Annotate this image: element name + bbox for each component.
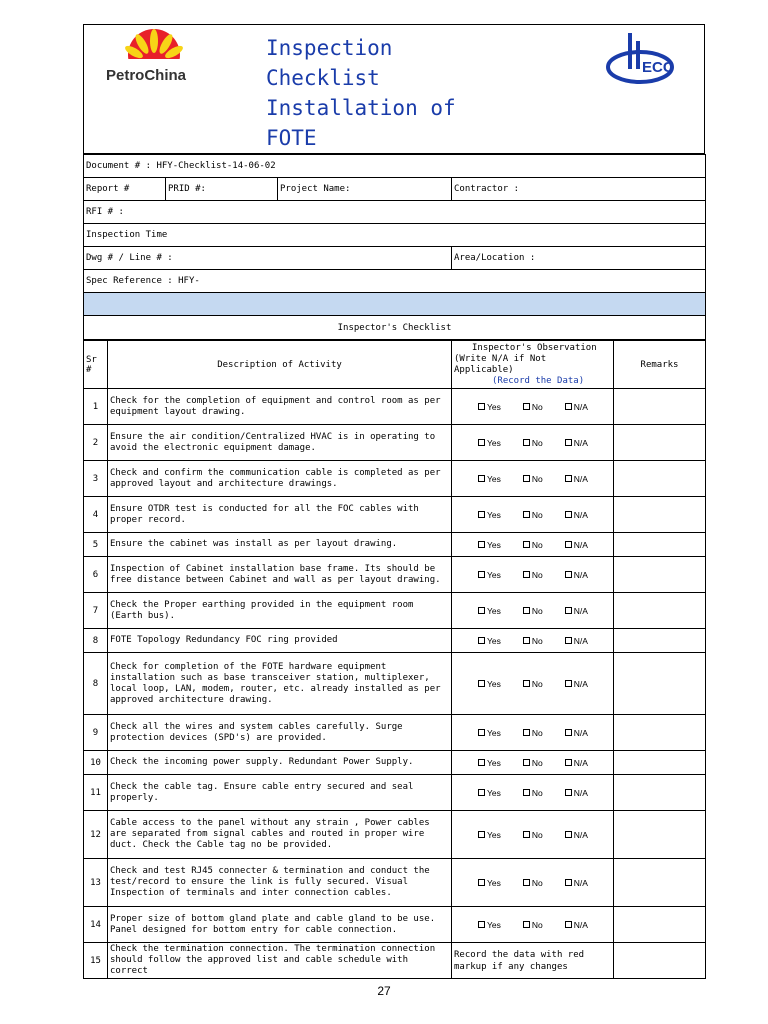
col-description: Description of Activity (108, 341, 452, 389)
option-na (565, 728, 588, 738)
option-na (565, 606, 588, 616)
option-label: No (531, 635, 543, 646)
table-row (84, 593, 706, 629)
checkbox-yes[interactable] (478, 571, 485, 578)
row-number: 9 (84, 715, 108, 751)
option-label: N/A (573, 569, 588, 580)
header-cell (84, 25, 705, 154)
option-no (523, 878, 543, 888)
remarks-cell[interactable] (614, 775, 706, 811)
activity-description: Inspection of Cabinet installation base frame. Its should be free distance between Cabinet and wall as per layout drawing. (108, 557, 452, 593)
option-yes (478, 728, 501, 738)
option-label: No (531, 401, 543, 412)
contractor-field[interactable]: Contractor : (452, 178, 706, 201)
checkbox-yes[interactable] (478, 637, 485, 644)
row-number: 8 (84, 629, 108, 653)
observation-options (452, 859, 614, 907)
inspection-form (83, 24, 705, 979)
table-row (84, 653, 706, 715)
observation-options (452, 557, 614, 593)
option-label: N/A (573, 877, 588, 888)
option-label: Yes (487, 727, 501, 738)
row-number: 5 (84, 533, 108, 557)
page-number: 27 (377, 984, 391, 998)
area-location-field[interactable]: Area/Location : (452, 247, 706, 270)
option-label: No (531, 829, 543, 840)
option-no (523, 438, 543, 448)
observation-options (452, 751, 614, 775)
option-label: N/A (573, 757, 588, 768)
remarks-cell[interactable] (614, 629, 706, 653)
option-label: No (531, 877, 543, 888)
row-number: 14 (84, 907, 108, 943)
option-label: No (531, 727, 543, 738)
checkbox-yes[interactable] (478, 439, 485, 446)
observation-options (452, 533, 614, 557)
remarks-cell[interactable] (614, 715, 706, 751)
inspection-time-field[interactable]: Inspection Time (84, 224, 706, 247)
table-row (84, 533, 706, 557)
option-yes (478, 920, 501, 930)
checkbox-na[interactable] (565, 831, 572, 838)
checkbox-na[interactable] (565, 729, 572, 736)
checklist-heading: Inspector's Checklist (84, 316, 706, 340)
report-number-field[interactable]: Report # (84, 178, 166, 201)
option-yes (478, 636, 501, 646)
table-row (84, 775, 706, 811)
activity-description: Check all the wires and system cables carefully. Surge protection devices (SPD's) are provided. (108, 715, 452, 751)
activity-description: Check and confirm the communication cable is completed as per approved layout and architecture drawings. (108, 461, 452, 497)
activity-description: Check the incoming power supply. Redundant Power Supply. (108, 751, 452, 775)
option-no (523, 758, 543, 768)
checkbox-na[interactable] (565, 789, 572, 796)
checkbox-na[interactable] (565, 879, 572, 886)
observation-options (452, 461, 614, 497)
checkbox-yes[interactable] (478, 607, 485, 614)
checkbox-na[interactable] (565, 759, 572, 766)
checkbox-no[interactable] (523, 403, 530, 410)
activity-description: Proper size of bottom gland plate and cable gland to be use. Panel designed for bottom entry for cable connection. (108, 907, 452, 943)
option-label: Yes (487, 569, 501, 580)
checkbox-no[interactable] (523, 921, 530, 928)
option-no (523, 679, 543, 689)
remarks-cell[interactable] (614, 859, 706, 907)
table-row (84, 425, 706, 461)
remarks-cell[interactable] (614, 557, 706, 593)
option-yes (478, 830, 501, 840)
meta-table (83, 154, 706, 340)
row-number: 11 (84, 775, 108, 811)
option-yes (478, 788, 501, 798)
row-number: 13 (84, 859, 108, 907)
option-na (565, 788, 588, 798)
section-divider (84, 293, 706, 316)
option-na (565, 878, 588, 888)
option-label: Yes (487, 635, 501, 646)
option-label: Yes (487, 509, 501, 520)
option-na (565, 474, 588, 484)
table-row (84, 859, 706, 907)
option-label: Yes (487, 877, 501, 888)
checkbox-yes[interactable] (478, 541, 485, 548)
table-row (84, 751, 706, 775)
option-label: N/A (573, 727, 588, 738)
remarks-cell[interactable] (614, 389, 706, 425)
activity-description: Ensure OTDR test is conducted for all the FOC cables with proper record. (108, 497, 452, 533)
option-label: N/A (573, 605, 588, 616)
checkbox-yes[interactable] (478, 475, 485, 482)
option-no (523, 636, 543, 646)
option-na (565, 920, 588, 930)
option-no (523, 474, 543, 484)
option-na (565, 570, 588, 580)
option-label: No (531, 437, 543, 448)
checkbox-na[interactable] (565, 637, 572, 644)
dwg-line-field[interactable]: Dwg # / Line # : (84, 247, 452, 270)
option-label: Yes (487, 401, 501, 412)
remarks-cell[interactable] (614, 461, 706, 497)
option-no (523, 540, 543, 550)
observation-options (452, 775, 614, 811)
option-yes (478, 474, 501, 484)
option-na (565, 758, 588, 768)
page-title: Inspection Checklist Installation of FOTE (266, 36, 456, 150)
option-label: No (531, 569, 543, 580)
rfi-field[interactable]: RFI # : (84, 201, 706, 224)
col-remarks: Remarks (614, 341, 706, 389)
col-sr: Sr # (84, 341, 108, 389)
row-number: 8 (84, 653, 108, 715)
spec-reference-field[interactable]: Spec Reference : HFY- (84, 270, 706, 293)
checkbox-no[interactable] (523, 511, 530, 518)
option-label: No (531, 539, 543, 550)
remarks-cell[interactable] (614, 811, 706, 859)
remarks-cell[interactable] (614, 425, 706, 461)
checkbox-na[interactable] (565, 680, 572, 687)
option-na (565, 679, 588, 689)
option-label: No (531, 473, 543, 484)
checkbox-no[interactable] (523, 637, 530, 644)
option-yes (478, 510, 501, 520)
option-no (523, 728, 543, 738)
observation-options (452, 715, 614, 751)
remarks-cell[interactable] (614, 533, 706, 557)
row-number: 3 (84, 461, 108, 497)
option-no (523, 510, 543, 520)
checkbox-na[interactable] (565, 439, 572, 446)
activity-description: Check for completion of the FOTE hardware equipment installation such as base transceiver station, multiplexer, local loop, LAN, modem, router, etc. already installed as per approved architecture drawing. (108, 653, 452, 715)
option-no (523, 920, 543, 930)
table-row (84, 389, 706, 425)
table-row (84, 943, 706, 979)
ecc-logo-icon (604, 31, 682, 87)
option-no (523, 788, 543, 798)
observation-options (452, 593, 614, 629)
observation-options (452, 425, 614, 461)
option-label: N/A (573, 401, 588, 412)
option-na (565, 402, 588, 412)
checkbox-no[interactable] (523, 831, 530, 838)
option-na (565, 830, 588, 840)
remarks-cell[interactable] (614, 593, 706, 629)
option-label: N/A (573, 509, 588, 520)
remarks-cell[interactable] (614, 653, 706, 715)
option-label: Yes (487, 539, 501, 550)
option-na (565, 438, 588, 448)
checkbox-yes[interactable] (478, 921, 485, 928)
option-label: Yes (487, 437, 501, 448)
observation-options (452, 629, 614, 653)
option-yes (478, 438, 501, 448)
option-label: No (531, 787, 543, 798)
checkbox-na[interactable] (565, 607, 572, 614)
table-row (84, 629, 706, 653)
observation-options (452, 811, 614, 859)
activity-description: Check the termination connection. The termination connection should follow the approved list and cable schedule with correct (108, 943, 452, 979)
option-label: N/A (573, 539, 588, 550)
company-name: PetroChina (106, 67, 187, 84)
option-label: N/A (573, 787, 588, 798)
checkbox-na[interactable] (565, 921, 572, 928)
checkbox-no[interactable] (523, 541, 530, 548)
option-label: Yes (487, 678, 501, 689)
table-row (84, 461, 706, 497)
checkbox-yes[interactable] (478, 789, 485, 796)
option-label: No (531, 678, 543, 689)
checkbox-no[interactable] (523, 789, 530, 796)
table-row (84, 497, 706, 533)
checkbox-no[interactable] (523, 571, 530, 578)
row-number: 4 (84, 497, 108, 533)
checkbox-no[interactable] (523, 879, 530, 886)
checkbox-yes[interactable] (478, 680, 485, 687)
option-yes (478, 878, 501, 888)
option-yes (478, 758, 501, 768)
option-na (565, 510, 588, 520)
row-number: 10 (84, 751, 108, 775)
remarks-cell[interactable] (614, 907, 706, 943)
checkbox-na[interactable] (565, 403, 572, 410)
checkbox-yes[interactable] (478, 729, 485, 736)
checkbox-no[interactable] (523, 607, 530, 614)
checkbox-yes[interactable] (478, 759, 485, 766)
col-observation: Inspector's Observation (Write N/A if Not Applicable) (Record the Data) (452, 341, 614, 389)
remarks-cell[interactable] (614, 943, 706, 979)
activity-description: Check the Proper earthing provided in the equipment room (Earth bus). (108, 593, 452, 629)
activity-description: Check the cable tag. Ensure cable entry secured and seal properly. (108, 775, 452, 811)
option-label: Yes (487, 473, 501, 484)
option-label: No (531, 919, 543, 930)
observation-note: Record the data with red markup if any changes (452, 943, 614, 979)
option-yes (478, 606, 501, 616)
option-label: N/A (573, 678, 588, 689)
option-label: N/A (573, 635, 588, 646)
option-yes (478, 679, 501, 689)
option-no (523, 830, 543, 840)
option-label: No (531, 757, 543, 768)
option-label: No (531, 605, 543, 616)
svg-text:ECC: ECC (642, 59, 674, 76)
option-yes (478, 402, 501, 412)
checkbox-no[interactable] (523, 759, 530, 766)
checkbox-yes[interactable] (478, 403, 485, 410)
checkbox-no[interactable] (523, 729, 530, 736)
header-table (83, 24, 705, 154)
table-row (84, 811, 706, 859)
row-number: 6 (84, 557, 108, 593)
checklist-table (83, 340, 706, 979)
checkbox-no[interactable] (523, 475, 530, 482)
row-number: 1 (84, 389, 108, 425)
option-no (523, 570, 543, 580)
activity-description: Ensure the air condition/Centralized HVAC is in operating to avoid the electronic equipment damage. (108, 425, 452, 461)
option-label: Yes (487, 757, 501, 768)
option-na (565, 540, 588, 550)
activity-description: Cable access to the panel without any strain , Power cables are separated from signal cables and routed in proper wire duct. Check the Cable tag no be provided. (108, 811, 452, 859)
activity-description: Check for the completion of equipment and control room as per equipment layout drawing. (108, 389, 452, 425)
option-yes (478, 540, 501, 550)
option-label: N/A (573, 829, 588, 840)
checkbox-no[interactable] (523, 680, 530, 687)
option-no (523, 606, 543, 616)
activity-description: Ensure the cabinet was install as per layout drawing. (108, 533, 452, 557)
option-yes (478, 570, 501, 580)
remarks-cell[interactable] (614, 751, 706, 775)
checkbox-na[interactable] (565, 475, 572, 482)
option-label: No (531, 509, 543, 520)
checkbox-yes[interactable] (478, 879, 485, 886)
document-number: Document # : HFY-Checklist-14-06-02 (84, 155, 706, 178)
row-number: 12 (84, 811, 108, 859)
prid-field[interactable]: PRID #: (166, 178, 278, 201)
activity-description: FOTE Topology Redundancy FOC ring provided (108, 629, 452, 653)
table-row (84, 557, 706, 593)
observation-options (452, 653, 614, 715)
row-number: 15 (84, 943, 108, 979)
option-label: Yes (487, 919, 501, 930)
checkbox-na[interactable] (565, 571, 572, 578)
table-row (84, 715, 706, 751)
activity-description: Check and test RJ45 connecter & termination and conduct the test/record to ensure the link is fully secured. Visual Inspection of terminals and inter connection cables. (108, 859, 452, 907)
checkbox-na[interactable] (565, 511, 572, 518)
table-row (84, 907, 706, 943)
option-label: N/A (573, 473, 588, 484)
row-number: 7 (84, 593, 108, 629)
checkbox-na[interactable] (565, 541, 572, 548)
observation-options (452, 907, 614, 943)
option-label: Yes (487, 787, 501, 798)
option-no (523, 402, 543, 412)
checkbox-yes[interactable] (478, 511, 485, 518)
option-na (565, 636, 588, 646)
remarks-cell[interactable] (614, 497, 706, 533)
checkbox-yes[interactable] (478, 831, 485, 838)
option-label: Yes (487, 829, 501, 840)
project-name-field[interactable]: Project Name: (278, 178, 452, 201)
option-label: N/A (573, 919, 588, 930)
observation-options (452, 389, 614, 425)
row-number: 2 (84, 425, 108, 461)
observation-options (452, 497, 614, 533)
option-label: N/A (573, 437, 588, 448)
checkbox-no[interactable] (523, 439, 530, 446)
option-label: Yes (487, 605, 501, 616)
